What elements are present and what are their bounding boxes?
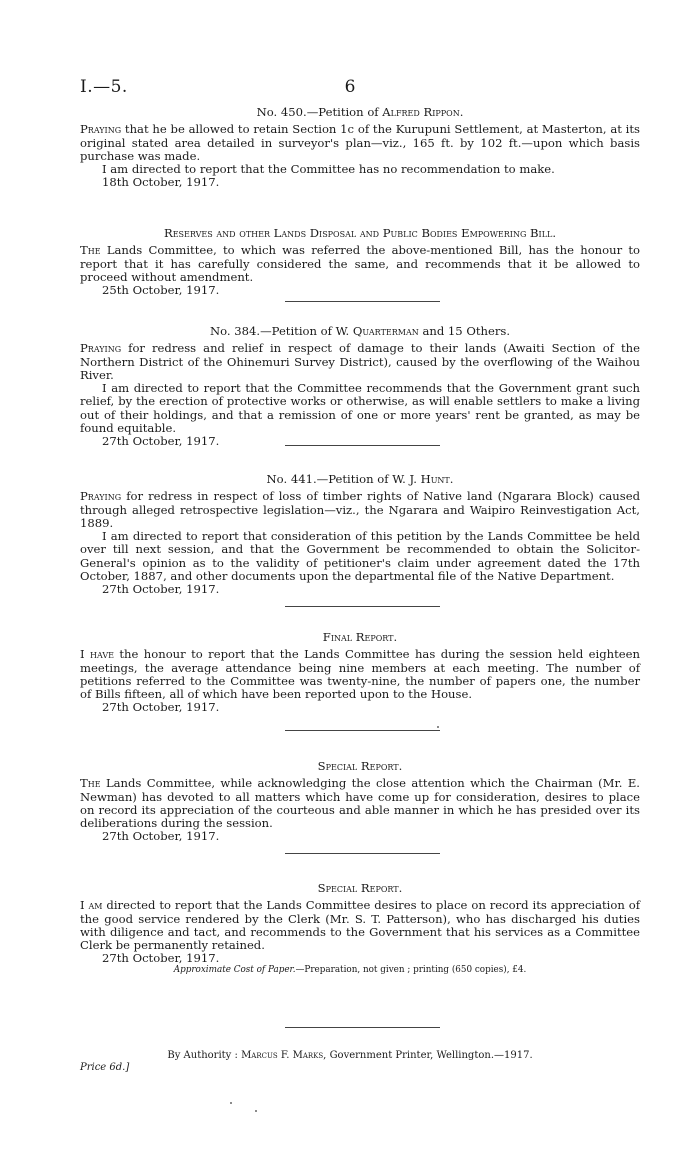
section-body: The Lands Committee, to which was referred the above-mentioned Bill, has the honour to report that it has carefully considered the same, and recommends that it be allowed to proceed without amendment. <box>80 243 641 284</box>
section-body: Praying that he be allowed to retain Section 1c of the Kurupuni Settlement, at Masterton, at its original stated area detailed in surveyor's plan—viz., 165 ft. by 102 ft.—upon which basis purchase was made. <box>80 122 640 163</box>
footer-divider <box>285 1027 440 1028</box>
section-title: Special Report. <box>317 881 403 895</box>
section-body: Praying for redress and relief in respect of damage to their lands (Awaiti Section of the Northern District of the Ohinemuri Survey District), caused by the overflowing of the Waihou River. <box>80 341 640 382</box>
section-body: I am directed to report that the Lands Committee desires to place on record its appreciation of the good service rendered by the Clerk (Mr. S. T. Patterson), who has discharged his duties with diligence and tact, and recommends to the Government that his services as a Committee Clerk be permanently retained. <box>80 898 641 953</box>
section-report: I am directed to report that the Committee recommends that the Government grant such relief, by the erection of protective works or otherwise, as will enable settlers to make a living out of their holdings, and that a remission of one or more years' rent be granted, as may be found equitable. <box>80 381 640 436</box>
section-date: 18th October, 1917. <box>102 175 220 190</box>
scan-speck <box>230 1102 232 1104</box>
printer-authority: By Authority : Marcus F. Marks, Government Printer, Wellington.—1917. <box>167 1050 533 1061</box>
section-title: No. 384.—Petition of W. Quarterman and 15 Others. <box>209 324 511 338</box>
section-divider <box>285 853 440 854</box>
section-report: I am directed to report that the Committee has no recommendation to make. <box>102 162 555 177</box>
section-date: 27th October, 1917. <box>102 700 220 715</box>
section-body: The Lands Committee, while acknowledging the close attention which the Chairman (Mr. E. Newman) has devoted to all matters which have come up for consideration, desires to place on record its appreciation of the courteous and able manner in which he has presided over its deliberations during the session. <box>80 776 640 831</box>
page-number: 6 <box>344 77 356 97</box>
section-title: No. 441.—Petition of W. J. Hunt. <box>266 472 454 486</box>
special-report-chairman-section <box>80 760 640 844</box>
section-divider <box>285 445 440 446</box>
scan-speck <box>255 1110 257 1112</box>
scan-speck <box>437 726 439 728</box>
special-report-clerk-section <box>80 882 640 966</box>
section-body: Praying for redress in respect of loss of timber rights of Native land (Ngarara Block) caused through alleged retrospective legislation—viz., the Ngarara and Waipiro Reinvestigation Act, 1889. <box>80 489 640 530</box>
section-title: No. 450.—Petition of Alfred Rippon. <box>256 105 464 119</box>
section-date: 27th October, 1917. <box>102 434 220 449</box>
section-date: 27th October, 1917. <box>102 829 220 844</box>
section-report: I am directed to report that consideration of this petition by the Lands Committee be held over till next session, and that the Government be recommended to obtain the Solicitor-General's opinion as to the validity of petitioner's claim under agreement dated the 17th October, 1887, and other documents upon the departmental file of the Native Department. <box>80 529 640 584</box>
paper-code: I.—5. <box>80 77 128 97</box>
petition-450-section <box>80 106 640 190</box>
petition-441-section <box>80 473 640 597</box>
section-title: Reserves and other Lands Disposal and Public Bodies Empowering Bill. <box>163 226 557 240</box>
section-divider <box>285 301 440 302</box>
final-report-section <box>80 631 640 715</box>
cost-of-paper: Approximate Cost of Paper.—Preparation, not given ; printing (650 copies), £4. <box>173 965 527 975</box>
section-title: Final Report. <box>322 630 398 644</box>
price-label: Price 6d.] <box>80 1062 130 1073</box>
section-divider <box>285 730 440 731</box>
section-date: 27th October, 1917. <box>102 951 220 966</box>
petition-384-section <box>80 325 640 449</box>
section-divider <box>285 606 440 607</box>
reserves-bill-section <box>80 227 640 297</box>
section-title: Special Report. <box>317 759 403 773</box>
section-date: 27th October, 1917. <box>102 582 220 597</box>
section-body: I have the honour to report that the Lands Committee has during the session held eighteen meetings, the average attendance being nine members at each meeting. The number of petitions referred to the Committee was twenty-nine, the number of papers one, the number of Bills fifteen, all of which have been reported upon to the House. <box>80 647 640 702</box>
section-date: 25th October, 1917. <box>102 283 220 298</box>
